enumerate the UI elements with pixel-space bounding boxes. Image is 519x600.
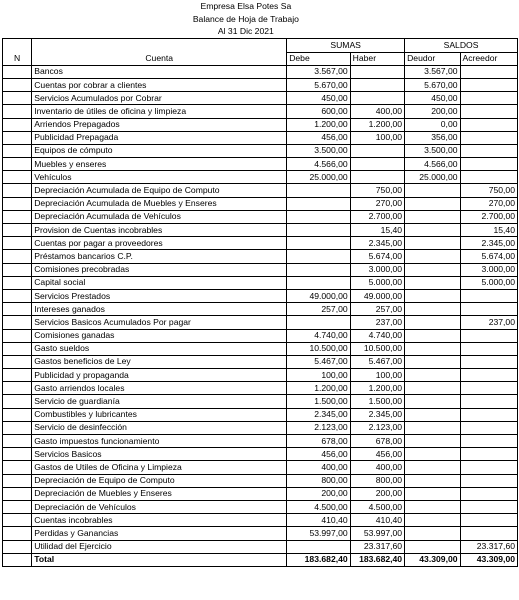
row-number [3,435,32,448]
acreedor-cell [460,342,517,355]
acreedor-cell [460,329,517,342]
debe-cell: 5.467,00 [287,355,350,368]
table-row [3,408,518,421]
debe-cell: 1.200,00 [287,118,350,131]
acreedor-cell [460,474,517,487]
deudor-cell [405,250,460,263]
haber-cell: 23.317,60 [350,540,404,553]
debe-cell: 4.740,00 [287,329,350,342]
row-number [3,382,32,395]
table-row [3,144,518,157]
row-number [3,65,32,78]
deudor-cell: 450,00 [405,92,460,105]
acreedor-cell [460,514,517,527]
debe-cell: 410,40 [287,514,350,527]
deudor-cell [405,500,460,513]
haber-cell: 200,00 [350,487,404,500]
haber-cell: 49.000,00 [350,289,404,302]
total-haber: 183.682,40 [350,553,404,566]
cuenta-cell: Gasto sueldos [32,342,287,355]
deudor-cell: 356,00 [405,131,460,144]
debe-cell: 5.670,00 [287,78,350,91]
haber-cell: 410,40 [350,514,404,527]
table-row [3,276,518,289]
cuenta-cell: Muebles y enseres [32,158,287,171]
deudor-cell [405,448,460,461]
cuenta-cell: Intereses ganados [32,303,287,316]
table-row [3,263,518,276]
n-header: N [3,52,32,65]
acreedor-cell: 5.000,00 [460,276,517,289]
deudor-cell: 4.566,00 [405,158,460,171]
debe-cell: 678,00 [287,435,350,448]
table-row [3,118,518,131]
sumas-header: SUMAS [287,39,405,52]
debe-cell [287,237,350,250]
cuenta-cell: Combustibles y lubricantes [32,408,287,421]
cuenta-cell: Arriendos Prepagados [32,118,287,131]
row-number [3,158,32,171]
cuenta-cell: Servicios Basicos [32,448,287,461]
row-number [3,553,32,566]
debe-cell: 25.000,00 [287,171,350,184]
table-row [3,224,518,237]
table-row [3,158,518,171]
cuenta-cell: Comisiones precobradas [32,263,287,276]
haber-cell: 2.345,00 [350,408,404,421]
deudor-cell: 25.000,00 [405,171,460,184]
haber-cell: 10.500,00 [350,342,404,355]
haber-cell: 4.740,00 [350,329,404,342]
cuenta-cell: Depreciación de Equipo de Computo [32,474,287,487]
haber-cell: 2.700,00 [350,210,404,223]
debe-cell [287,263,350,276]
deudor-cell [405,382,460,395]
table-row [3,355,518,368]
cuenta-cell: Publicidad y propaganda [32,369,287,382]
table-row [3,303,518,316]
row-number [3,105,32,118]
acreedor-cell: 2.345,00 [460,237,517,250]
cuenta-cell: Vehículos [32,171,287,184]
haber-cell: 270,00 [350,197,404,210]
table-row [3,435,518,448]
haber-cell: 800,00 [350,474,404,487]
report-title: Balance de Hoja de Trabajo [192,13,299,24]
acreedor-cell [460,105,517,118]
table-row [3,92,518,105]
cuenta-cell: Depreciación de Vehículos [32,500,287,513]
debe-cell: 450,00 [287,92,350,105]
row-number [3,92,32,105]
deudor-cell [405,329,460,342]
debe-cell: 800,00 [287,474,350,487]
haber-header: Haber [350,52,404,65]
haber-cell [350,158,404,171]
deudor-cell [405,289,460,302]
total-acreedor: 43.309,00 [460,553,517,566]
row-number [3,289,32,302]
deudor-cell [405,355,460,368]
haber-cell: 15,40 [350,224,404,237]
table-row [3,342,518,355]
saldos-header: SALDOS [405,39,518,52]
acreedor-cell: 2.700,00 [460,210,517,223]
haber-cell [350,65,404,78]
debe-cell: 4.566,00 [287,158,350,171]
haber-cell: 400,00 [350,105,404,118]
acreedor-cell [460,527,517,540]
table-row [3,316,518,329]
table-row [3,65,518,78]
row-number [3,540,32,553]
haber-cell: 100,00 [350,369,404,382]
acreedor-cell [460,408,517,421]
table-row [3,131,518,144]
row-number [3,408,32,421]
row-number [3,197,32,210]
debe-cell: 3.567,00 [287,65,350,78]
acreedor-cell [460,131,517,144]
haber-cell: 678,00 [350,435,404,448]
report-date: Al 31 Dic 2021 [217,26,274,37]
debe-cell: 1.200,00 [287,382,350,395]
debe-cell: 4.500,00 [287,500,350,513]
acreedor-cell [460,65,517,78]
deudor-cell [405,435,460,448]
acreedor-cell [460,158,517,171]
debe-cell: 53.997,00 [287,527,350,540]
cuenta-cell: Servicios Prestados [32,289,287,302]
haber-cell [350,78,404,91]
cuenta-header: Cuenta [32,52,287,65]
row-number [3,342,32,355]
table-row [3,105,518,118]
debe-cell: 456,00 [287,448,350,461]
cuenta-cell: Depreciación Acumulada de Muebles y Enseres [32,197,287,210]
haber-cell: 4.500,00 [350,500,404,513]
table-row [3,171,518,184]
table-row [3,197,518,210]
row-number [3,210,32,223]
acreedor-cell [460,435,517,448]
acreedor-header: Acreedor [460,52,517,65]
table-row [3,527,518,540]
row-number [3,224,32,237]
acreedor-cell [460,500,517,513]
acreedor-cell [460,382,517,395]
debe-cell: 400,00 [287,461,350,474]
debe-cell: 2.345,00 [287,408,350,421]
total-label: Total [32,553,287,566]
debe-cell: 3.500,00 [287,144,350,157]
company-name: Empresa Elsa Potes Sa [200,0,292,11]
haber-cell: 1.500,00 [350,395,404,408]
cuenta-cell: Depreciación Acumulada de Equipo de Computo [32,184,287,197]
acreedor-cell: 15,40 [460,224,517,237]
debe-cell: 2.123,00 [287,421,350,434]
haber-cell [350,92,404,105]
deudor-cell [405,487,460,500]
deudor-cell [405,263,460,276]
cuenta-cell: Depreciación de Muebles y Enseres [32,487,287,500]
cuenta-cell: Inventario de útiles de oficina y limpieza [32,105,287,118]
debe-cell [287,184,350,197]
table-row [3,382,518,395]
cuenta-cell: Utilidad del Ejercicio [32,540,287,553]
cuenta-cell: Provision de Cuentas incobrables [32,224,287,237]
debe-cell: 456,00 [287,131,350,144]
cuenta-cell: Capital social [32,276,287,289]
haber-cell: 1.200,00 [350,382,404,395]
acreedor-cell: 5.674,00 [460,250,517,263]
table-row [3,421,518,434]
row-number [3,448,32,461]
row-number [3,369,32,382]
row-number [3,355,32,368]
cuenta-cell: Servicios Basicos Acumulados Por pagar [32,316,287,329]
table-row [3,474,518,487]
acreedor-cell [460,355,517,368]
deudor-cell [405,303,460,316]
row-number [3,144,32,157]
haber-cell: 400,00 [350,461,404,474]
acreedor-cell [460,289,517,302]
cuenta-cell: Cuentas incobrables [32,514,287,527]
acreedor-cell [460,448,517,461]
acreedor-cell [460,92,517,105]
debe-cell: 49.000,00 [287,289,350,302]
acreedor-cell [460,395,517,408]
cuenta-cell: Servicios Acumulados por Cobrar [32,92,287,105]
debe-cell [287,224,350,237]
cuenta-cell: Cuentas por pagar a proveedores [32,237,287,250]
acreedor-cell [460,144,517,157]
haber-cell: 5.467,00 [350,355,404,368]
row-number [3,78,32,91]
cuenta-cell: Servicio de desinfección [32,421,287,434]
table-row [3,369,518,382]
table-row [3,210,518,223]
balance-table [2,0,518,567]
row-number [3,303,32,316]
deudor-cell [405,197,460,210]
acreedor-cell: 750,00 [460,184,517,197]
deudor-cell: 3.567,00 [405,65,460,78]
acreedor-cell: 270,00 [460,197,517,210]
debe-cell: 200,00 [287,487,350,500]
table-row [3,487,518,500]
row-number [3,500,32,513]
deudor-cell [405,395,460,408]
cuenta-cell: Comisiones ganadas [32,329,287,342]
acreedor-cell: 3.000,00 [460,263,517,276]
table-row [3,500,518,513]
haber-cell: 2.123,00 [350,421,404,434]
row-number [3,171,32,184]
haber-cell: 53.997,00 [350,527,404,540]
row-number [3,514,32,527]
cuenta-cell: Gasto impuestos funcionamiento [32,435,287,448]
table-row [3,540,518,553]
deudor-cell [405,224,460,237]
haber-cell: 100,00 [350,131,404,144]
cuenta-cell: Perdidas y Ganancias [32,527,287,540]
haber-cell: 257,00 [350,303,404,316]
debe-cell: 100,00 [287,369,350,382]
deudor-cell: 5.670,00 [405,78,460,91]
debe-cell: 257,00 [287,303,350,316]
cuenta-cell: Bancos [32,65,287,78]
deudor-cell [405,342,460,355]
row-number [3,395,32,408]
haber-cell: 750,00 [350,184,404,197]
table-row [3,184,518,197]
row-number [3,421,32,434]
acreedor-cell: 237,00 [460,316,517,329]
deudor-cell [405,421,460,434]
debe-cell: 600,00 [287,105,350,118]
row-number [3,527,32,540]
table-row [3,461,518,474]
cuenta-cell: Publicidad Prepagada [32,131,287,144]
table-row [3,250,518,263]
acreedor-cell [460,303,517,316]
deudor-cell [405,461,460,474]
acreedor-cell: 23.317,60 [460,540,517,553]
table-row [3,78,518,91]
row-number [3,474,32,487]
acreedor-cell [460,487,517,500]
cuenta-cell: Gasto arriendos locales [32,382,287,395]
cuenta-cell: Gastos beneficios de Ley [32,355,287,368]
haber-cell: 3.000,00 [350,263,404,276]
deudor-header: Deudor [405,52,460,65]
debe-cell [287,316,350,329]
haber-cell [350,171,404,184]
table-row [3,329,518,342]
haber-cell: 456,00 [350,448,404,461]
deudor-cell [405,514,460,527]
deudor-cell: 200,00 [405,105,460,118]
row-number [3,329,32,342]
deudor-cell [405,276,460,289]
total-row [3,553,518,566]
haber-cell: 5.000,00 [350,276,404,289]
cuenta-cell: Equipos de cómputo [32,144,287,157]
haber-cell: 1.200,00 [350,118,404,131]
deudor-cell [405,316,460,329]
row-number [3,250,32,263]
total-deudor: 43.309,00 [405,553,460,566]
row-number [3,131,32,144]
debe-cell [287,540,350,553]
debe-cell [287,250,350,263]
row-number [3,237,32,250]
haber-cell: 2.345,00 [350,237,404,250]
deudor-cell [405,540,460,553]
row-number [3,487,32,500]
acreedor-cell [460,369,517,382]
table-row [3,448,518,461]
acreedor-cell [460,118,517,131]
debe-header: Debe [287,52,350,65]
row-number [3,461,32,474]
cuenta-cell: Servicio de guardianía [32,395,287,408]
deudor-cell [405,408,460,421]
haber-cell [350,144,404,157]
row-number [3,184,32,197]
debe-cell [287,210,350,223]
cuenta-cell: Cuentas por cobrar a clientes [32,78,287,91]
acreedor-cell [460,171,517,184]
acreedor-cell [460,78,517,91]
row-number [3,276,32,289]
deudor-cell [405,369,460,382]
row-number [3,316,32,329]
deudor-cell [405,237,460,250]
acreedor-cell [460,461,517,474]
debe-cell: 10.500,00 [287,342,350,355]
debe-cell [287,276,350,289]
haber-cell: 237,00 [350,316,404,329]
cuenta-cell: Préstamos bancarios C.P. [32,250,287,263]
row-number [3,118,32,131]
deudor-cell: 3.500,00 [405,144,460,157]
cuenta-cell: Depreciación Acumulada de Vehículos [32,210,287,223]
cuenta-cell: Gastos de Utiles de Oficina y Limpieza [32,461,287,474]
table-row [3,237,518,250]
acreedor-cell [460,421,517,434]
total-debe: 183.682,40 [287,553,350,566]
deudor-cell [405,474,460,487]
haber-cell: 5.674,00 [350,250,404,263]
deudor-cell [405,210,460,223]
row-number [3,263,32,276]
table-row [3,289,518,302]
debe-cell [287,197,350,210]
deudor-cell: 0,00 [405,118,460,131]
debe-cell: 1.500,00 [287,395,350,408]
deudor-cell [405,184,460,197]
deudor-cell [405,527,460,540]
table-row [3,395,518,408]
table-row [3,514,518,527]
